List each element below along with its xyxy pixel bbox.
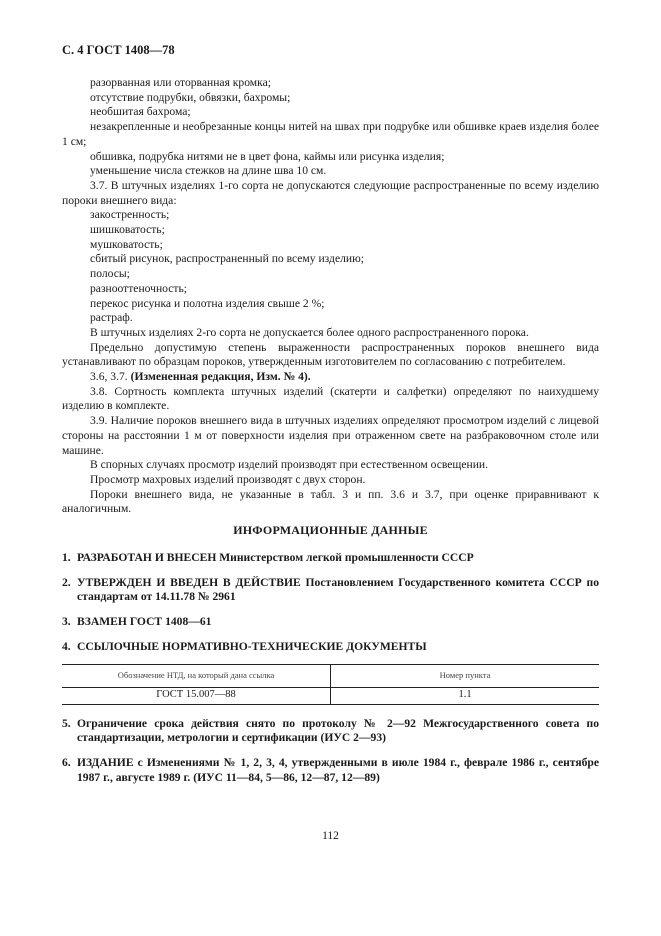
- text-line: растраф.: [90, 311, 133, 325]
- text-line: шишковатость;: [90, 223, 165, 237]
- info-item-3: [62, 615, 599, 630]
- text-line: незакрепленные и необрезанные концы нитей на швах при подрубке или обшивке краев изделия более 1 см;: [62, 120, 599, 148]
- page-header: С. 4 ГОСТ 1408—78: [62, 43, 175, 57]
- text-line: В штучных изделиях 2-го сорта не допускается более одного распространенного порока.: [90, 325, 529, 339]
- table-header-cell: Номер пункта: [331, 664, 600, 687]
- table-cell: 1.1: [331, 687, 600, 704]
- info-items: [62, 551, 599, 785]
- text-line: 3.7. В штучных изделиях 1-го сорта не допускаются следующие распространенные по всему изделию пороки внешнего вида:: [62, 178, 599, 207]
- text-line: разорванная или оторванная кромка;: [90, 76, 271, 89]
- text-line: Просмотр махровых изделий производят с двух сторон.: [90, 472, 366, 486]
- info-item-number: 2.: [62, 575, 71, 589]
- text-line: Предельно допустимую степень выраженности распространенных пороков внешнего вида устанавливают по образцам пороков, утвержденным изготовителем по согласованию с потребителем.: [62, 340, 599, 369]
- info-item-number: 1.: [62, 551, 71, 564]
- info-item-text: Ограничение срока действия снято по протоколу № 2—92 Межгосударственного совета по стандартизации, метрологии и сертификации (ИУС 2—93): [77, 716, 599, 745]
- text-line: уменьшение числа стежков на длине шва 10 см.: [90, 164, 327, 178]
- text-line: сбитый рисунок, распространенный по всему изделию;: [90, 252, 364, 266]
- info-item-1: [62, 551, 599, 566]
- table-header-row: [62, 664, 599, 687]
- info-item-number: 5.: [62, 716, 71, 730]
- info-item-text: РАЗРАБОТАН И ВНЕСЕН Министерством легкой промышленности СССР: [77, 551, 474, 564]
- info-item-text: ИЗДАНИЕ с Изменениями № 1, 2, 3, 4, утвержденными в июле 1984 г., феврале 1986 г., сентябре 1987 г., августе 1989 г. (ИУС 11—84, 5—86, 12—87, 12—89): [77, 755, 599, 784]
- info-item-text: ВЗАМЕН ГОСТ 1408—61: [77, 615, 212, 629]
- table-cell: ГОСТ 15.007—88: [62, 687, 331, 704]
- text-line: перекос рисунка и полотна изделия свыше 2 %;: [90, 296, 325, 310]
- text-line: 3.9. Наличие пороков внешнего вида в штучных изделиях определяют просмотром изделий с лицевой стороны на расстоянии 1 м от поверхности изделия при отраженном свете на разбраковочном столе или машине.: [62, 414, 599, 457]
- text-line: В спорных случаях просмотр изделий производят при естественном освещении.: [90, 458, 489, 472]
- edit-note-bold: (Измененная редакция, Изм. № 4).: [130, 370, 311, 384]
- table-row: [62, 687, 599, 704]
- text-line: отсутствие подрубки, обвязки, бахромы;: [90, 90, 291, 104]
- text-line: мушковатость;: [90, 237, 163, 251]
- info-item-2: [62, 576, 599, 605]
- info-item-number: 6.: [62, 755, 71, 769]
- info-item-number: 3.: [62, 615, 71, 629]
- reference-table: [62, 664, 599, 705]
- text-line: Пороки внешнего вида, не указанные в табл. 3 и пп. 3.6 и 3.7, при оценке приравнивают к аналогичным.: [62, 487, 599, 516]
- info-item-6: [62, 756, 599, 785]
- page-number: 112: [322, 830, 339, 842]
- text-line: обшивка, подрубка нитями не в цвет фона, каймы или рисунка изделия;: [90, 149, 445, 163]
- text-line: закостренность;: [90, 208, 170, 222]
- text-line: разнооттеночность;: [90, 281, 187, 295]
- edit-note: [62, 370, 599, 385]
- info-item-text: ССЫЛОЧНЫЕ НОРМАТИВНО-ТЕХНИЧЕСКИЕ ДОКУМЕНТЫ: [77, 639, 427, 653]
- info-title: ИНФОРМАЦИОННЫЕ ДАННЫЕ: [233, 523, 428, 537]
- info-item-text: УТВЕРЖДЕН И ВВЕДЕН В ДЕЙСТВИЕ Постановлением Государственного комитета СССР по стандартам от 14.11.78 № 2961: [77, 575, 599, 604]
- text-line: полосы;: [90, 267, 130, 281]
- table-header-cell: Обозначение НТД, на который дана ссылка: [62, 664, 331, 687]
- text-line: необшитая бахрома;: [90, 105, 191, 119]
- info-item-4: [62, 640, 599, 655]
- info-item-5: [62, 717, 599, 746]
- info-item-number: 4.: [62, 639, 71, 653]
- edit-note-prefix: 3.6, 3.7.: [90, 370, 131, 384]
- body-text: [62, 76, 599, 517]
- text-line: 3.8. Сортность комплекта штучных изделий (скатерти и салфетки) определяют по наихудшему изделию в комплекте.: [62, 384, 599, 413]
